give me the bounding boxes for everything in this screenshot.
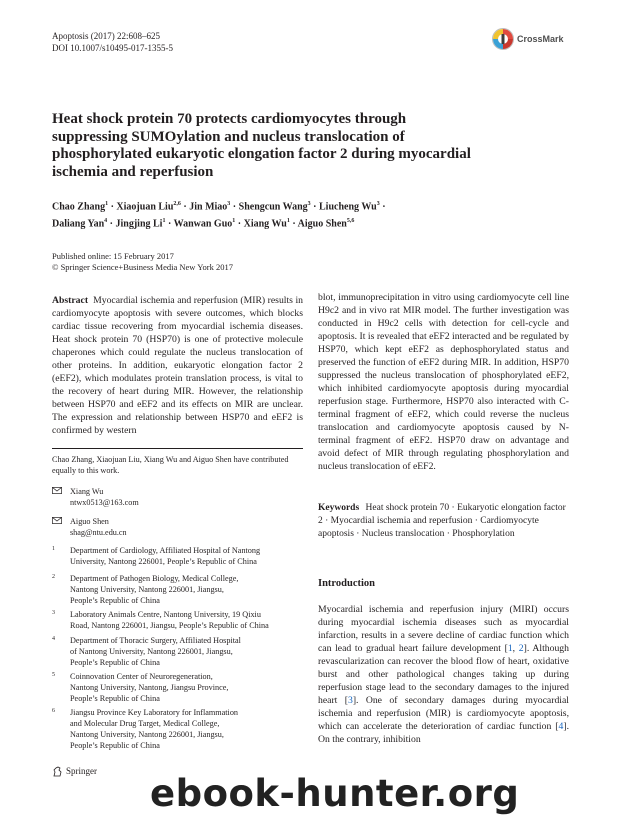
affiliation-line: and Molecular Drug Target, Medical College, — [70, 719, 220, 728]
affiliation-number: 4 — [52, 636, 55, 642]
abstract-text-part2: blot, immunoprecipitation in vitro using cardiomyocyte cell line H9c2 and in vivo rat MIR model. The further investigation was conducted in H9c2 cells with detection for cell-cycle and apoptosis. It is revealed that eEF2 interacted and be regulated by HSP70, which kept eEF2 as dephosphorylated status and preserved the function of eEF2 during MIR. In addition, HSP70 suppressed the nucleus translocation of phosphorylated eEF2, which inhibited cardiomyocyte apoptosis during myocardial reperfusion stage. Furthermore, HSP70 also interacted with C-terminal fragment of eEF2, which could reverse the nucleus translocation and cardiomyocyte apoptosis caused by N-terminal fragment of eEF2. HSP70 draw on advantage and avoid defect of MIR through regulating phosphorylation and nucleus translocation of eEF2. — [318, 292, 569, 472]
affiliation-line: Road, Nantong 226001, Jiangsu, People’s Republic of China — [70, 621, 269, 630]
intro-text: Myocardial ischemia and reperfusion injury (MIRI) occurs during myocardial ischemia diseases such as myocardial infarction, results in a severe decline of cardiac function which can lead to gradual heart failure development [ — [318, 604, 569, 654]
author-name: Jin Miao — [189, 201, 228, 213]
journal-citation: Apoptosis (2017) 22:608–625 — [52, 31, 160, 41]
author-name: Wanwan Guo — [173, 218, 233, 230]
abstract-text-part1: Myocardial ischemia and reperfusion (MIR) results in cardiomyocyte apoptosis with severe outcomes, which blocks cardiac tissue recovering from myocardial ischemia diseases. Heat shock protein 70 (HSP70) is one of protective molecule chaperones which could regulate the nucleus translocation of other proteins. In addition, eukaryotic elongation factor 2 (eEF2), which modulates protein translation process, is vital to the recovery of heart during MIR. However, the relationship between HSP70 and eEF2 and its effects on MIR are unclear. The expression and relationship between HSP70 and eEF2 is confirmed by western — [52, 295, 303, 436]
doi[interactable]: DOI 10.1007/s10495-017-1355-5 — [52, 43, 173, 53]
intro-text: ]. On the contrary, inhibition — [318, 721, 569, 745]
affiliation-number: 3 — [52, 610, 55, 616]
keywords-label: Keywords — [318, 503, 360, 513]
author-affiliation-mark: 1 — [232, 218, 236, 225]
footnote-divider — [52, 448, 303, 449]
author-affiliation-mark: 3 — [376, 201, 380, 207]
publisher-name: Springer — [66, 766, 97, 776]
crossmark-badge[interactable] — [492, 26, 572, 54]
affiliation-line: Department of Pathogen Biology, Medical College, — [70, 574, 239, 583]
reference-link[interactable]: 2 — [518, 643, 524, 654]
affiliation-line: Department of Thoracic Surgery, Affiliated Hospital — [70, 636, 241, 645]
reference-link[interactable]: 3 — [347, 695, 353, 706]
springer-horse-icon — [52, 766, 63, 777]
author-affiliation-mark: 5,6 — [346, 218, 355, 225]
publisher-footer — [52, 766, 97, 777]
author-affiliation-mark: 1 — [162, 218, 166, 225]
copyright: © Springer Science+Business Media New York 2017 — [52, 262, 233, 272]
intro-text: ]. Although revascularization can recover the blood flow of heart, oxidative burst and other pathological changes taking up during reperfusion stage lead to the secondary damages to the injured heart [ — [318, 643, 569, 706]
affiliation-line: of Nantong University, Nantong 226001, Jiangsu, — [70, 647, 233, 656]
introduction-heading: Introduction — [318, 578, 375, 589]
author-affiliation-mark: 1 — [286, 218, 290, 225]
affiliation-line: People’s Republic of China — [70, 658, 160, 667]
affiliation-line: University, Nantong 226001, People’s Republic of China — [70, 557, 257, 566]
author-name: Chao Zhang — [52, 201, 106, 213]
author-affiliation-mark: 4 — [104, 218, 108, 225]
author-name: Liucheng Wu — [319, 201, 377, 213]
envelope-icon — [52, 517, 62, 524]
author-name: Daliang Yan — [52, 218, 105, 230]
author-affiliation-mark: 3 — [227, 201, 231, 207]
contact-email[interactable]: shag@ntu.edu.cn — [70, 528, 127, 537]
abstract-left — [52, 294, 303, 437]
affiliation-line: Nantong University, Nantong, Jiangsu Province, — [70, 683, 229, 692]
affiliation-line: People’s Republic of China — [70, 741, 160, 750]
crossmark-icon — [492, 28, 514, 50]
contact-name: Xiang Wu — [70, 487, 104, 496]
crossmark-label: CrossMark — [517, 34, 564, 44]
affiliation-line: People’s Republic of China — [70, 694, 160, 703]
abstract-label: Abstract — [52, 295, 89, 306]
author-affiliation-mark: 2,6 — [173, 201, 181, 207]
journal-header — [52, 30, 173, 54]
intro-text: ]. One of secondary damages during myocardial ischemia and reperfusion (MIR) is cardiomyocyte apoptosis, which can accelerate the deterioration of cardiac function [ — [318, 695, 569, 732]
article-title: Heat shock protein 70 protects cardiomyocytes through suppressing SUMOylation and nucleus translocation of phosphorylated eukaryotic elongation factor 2 during myocardial ischemia and reperfusion — [52, 111, 471, 180]
publication-info — [52, 251, 233, 273]
author-name: Xiang Wu — [243, 218, 287, 230]
reference-link[interactable]: 1 — [507, 643, 513, 654]
affiliation-number: 5 — [52, 672, 55, 678]
affiliation-line: Laboratory Animals Centre, Nantong University, 19 Qixiu — [70, 610, 261, 619]
affiliation-number: 6 — [52, 708, 55, 714]
keywords — [318, 502, 569, 541]
intro-text: , — [512, 643, 519, 654]
author-name: Aiguo Shen — [297, 218, 347, 230]
abstract-right — [318, 291, 569, 473]
affiliation-line: Nantong University, Nantong 226001, Jiangsu, — [70, 730, 224, 739]
affiliation-number: 2 — [52, 574, 55, 580]
keywords-text: Heat shock protein 70 · Eukaryotic elongation factor 2 · Myocardial ischemia and reperfusion · Cardiomyocyte apoptosis · Nucleus translocation · Phosphorylation — [318, 503, 566, 539]
affiliation-number: 1 — [52, 546, 55, 552]
contact-email[interactable]: ntwx0513@163.com — [70, 498, 139, 507]
affiliation-line: Jiangsu Province Key Laboratory for Inflammation — [70, 708, 239, 717]
author-name: Jingjing Li — [115, 218, 163, 230]
envelope-icon — [52, 487, 62, 494]
introduction-body — [318, 603, 569, 746]
affiliation-line: Coinnovation Center of Neuroregeneration, — [70, 672, 213, 681]
watermark: ebook-hunter.org — [150, 772, 520, 815]
published-online: Published online: 15 February 2017 — [52, 251, 174, 261]
author-affiliation-mark: 3 — [307, 201, 311, 207]
affiliation-line: Department of Cardiology, Affiliated Hospital of Nantong — [70, 546, 261, 555]
author-name: Xiaojuan Liu — [116, 201, 174, 213]
affiliation-line: People’s Republic of China — [70, 596, 160, 605]
reference-link[interactable]: 4 — [558, 721, 564, 732]
author-affiliation-mark: 1 — [105, 201, 109, 207]
author-list: Chao Zhang$^1$ · Xiaojuan Liu$^{2,6}$ · Jin Miao$^3$ · Shengcun Wang$^3$ · Liucheng $Wu^3$ · Daliang Yan$^4$ · Jingjing $Li^1$ · Wanwan Guo$^1$ · Xiang $Wu^1$ · Aiguo Shen$^{5,6}$ — [52, 201, 386, 230]
author-name: Shengcun Wang — [238, 201, 308, 213]
contribution-note: Chao Zhang, Xiaojuan Liu, Xiang Wu and Aiguo Shen have contributed equally to this work. — [52, 455, 289, 475]
affiliation-line: Nantong University, Nantong 226001, Jiangsu, — [70, 585, 224, 594]
contact-name: Aiguo Shen — [70, 517, 109, 526]
